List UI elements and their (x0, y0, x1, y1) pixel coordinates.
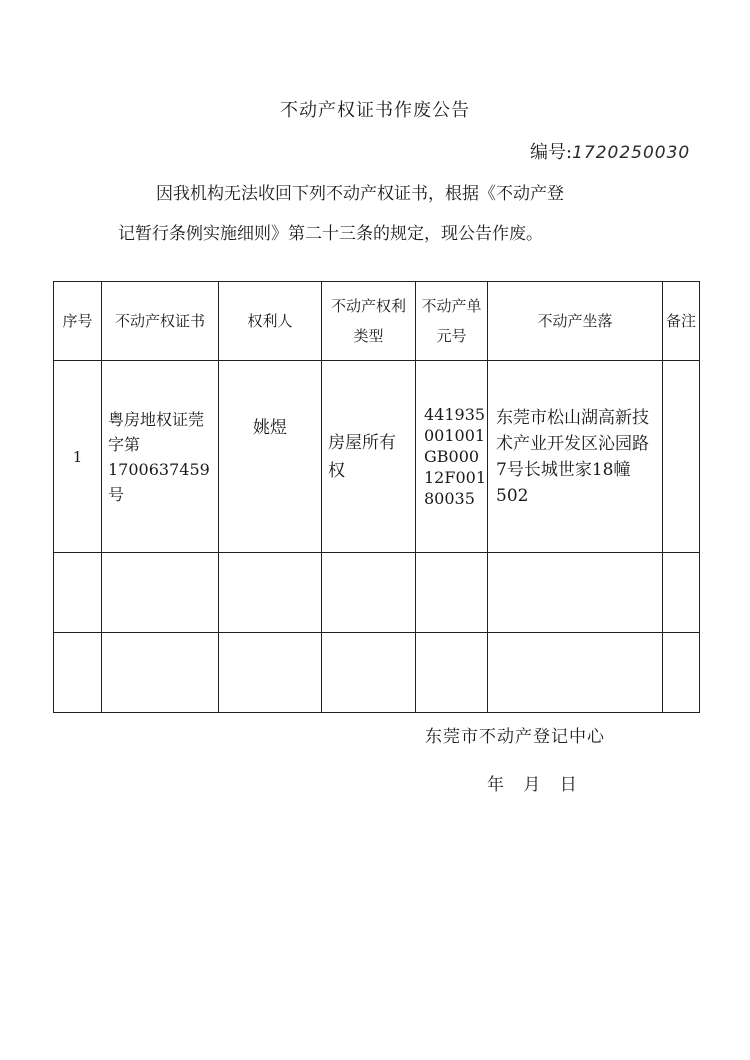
serial-number (530, 138, 690, 164)
header-right-type (322, 282, 416, 361)
cell-unit-no: 441935001001GB00012F00180035 (416, 361, 488, 553)
header-unit-no-line-1: 不动产单 (421, 297, 482, 315)
cell-certificate: 粤房地权证莞字第1700637459号 (102, 361, 219, 553)
cell-seq: 1 (54, 361, 102, 553)
serial-label: 编号: (530, 142, 573, 163)
void-certificate-table (53, 281, 700, 713)
header-right-type-line-1: 不动产权利 (330, 297, 406, 315)
paragraph-line-2: 记暂行条例实施细则》第二十三条的规定，现公告作废。 (118, 224, 543, 244)
header-holder: 权利人 (219, 282, 322, 361)
notice-paragraph (118, 174, 678, 254)
table-row-empty (54, 553, 700, 633)
header-unit-no (416, 282, 488, 361)
cell-remarks (663, 361, 700, 553)
issuing-organization: 东莞市不动产登记中心 (425, 727, 605, 747)
table-row-empty (54, 633, 700, 713)
header-right-type-line-2: 类型 (353, 327, 384, 345)
notice-title: 不动产权证书作废公告 (280, 100, 470, 121)
header-certificate: 不动产权证书 (102, 282, 219, 361)
table-row (54, 361, 700, 553)
cell-holder: 姚煜 (219, 361, 322, 553)
paragraph-line-1: 因我机构无法收回下列不动产权证书，根据《不动产登 (156, 184, 564, 204)
header-seq: 序号 (54, 282, 102, 361)
header-remarks: 备注 (663, 282, 700, 361)
table-header-row (54, 282, 700, 361)
cell-location: 东莞市松山湖高新技术产业开发区沁园路7号长城世家18幢502 (488, 361, 663, 553)
cell-right-type: 房屋所有权 (322, 361, 416, 553)
serial-value-handwritten: 1720250030 (572, 143, 691, 163)
header-location: 不动产坐落 (488, 282, 663, 361)
header-unit-no-line-2: 元号 (436, 327, 467, 345)
date-line: 年 月 日 (487, 775, 577, 795)
